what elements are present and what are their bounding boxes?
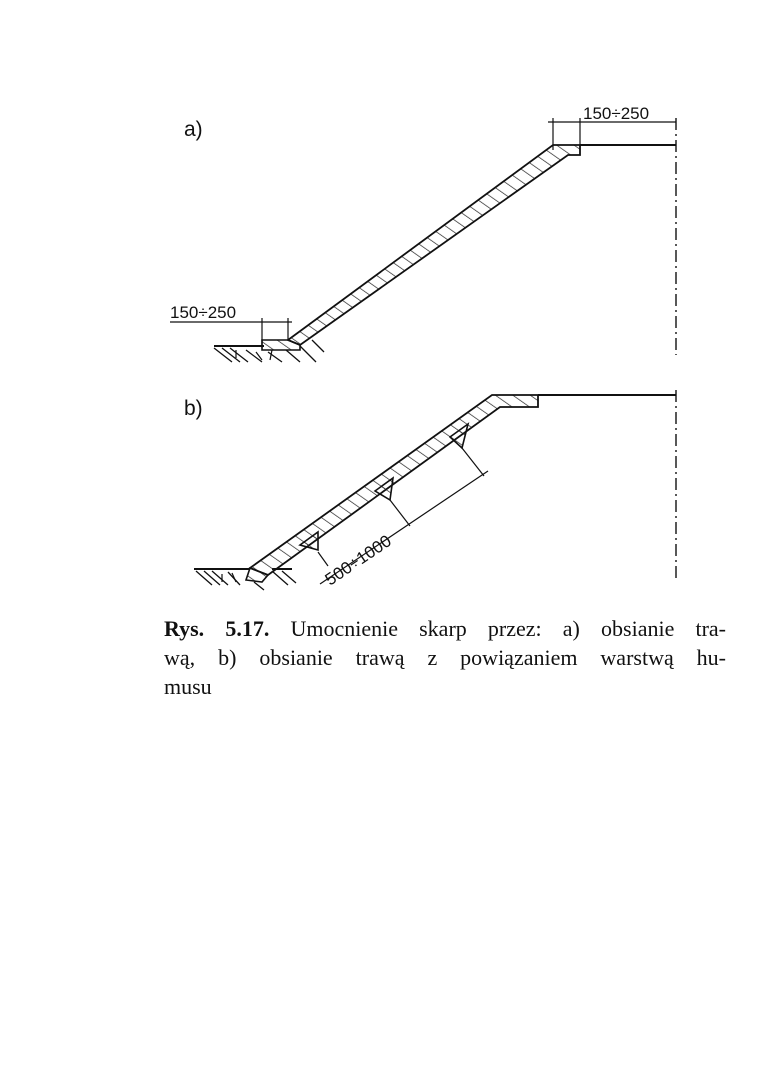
panel-a-top-dimension-label: 150÷250 (583, 104, 650, 123)
panel-b-rib-spacing-label: 500÷1000 (321, 531, 395, 590)
panel-a-soil-marks (236, 350, 272, 360)
caption-line-1-text: Umocnienie skarp przez: a) obsianie tra- (290, 616, 726, 641)
caption-reference: Rys. 5.17. (164, 616, 270, 641)
panel-a-grass-layer (288, 145, 580, 345)
panel-b-soil-marks (222, 573, 236, 582)
panel-b (184, 390, 676, 590)
caption-line-3: musu (164, 674, 212, 699)
panel-a-bottom-dimension-label: 150÷250 (170, 303, 237, 322)
panel-b-humus-layer (250, 395, 538, 575)
panel-a-label: a) (184, 118, 203, 141)
caption-line-2: wą, b) obsianie trawą z powiązaniem warstwą hu- (164, 645, 726, 670)
panel-b-label: b) (184, 397, 203, 420)
caption-line-1 (164, 614, 726, 643)
panel-a (170, 104, 676, 362)
figure-caption (164, 614, 726, 701)
panel-a-top-dimension (548, 104, 676, 150)
